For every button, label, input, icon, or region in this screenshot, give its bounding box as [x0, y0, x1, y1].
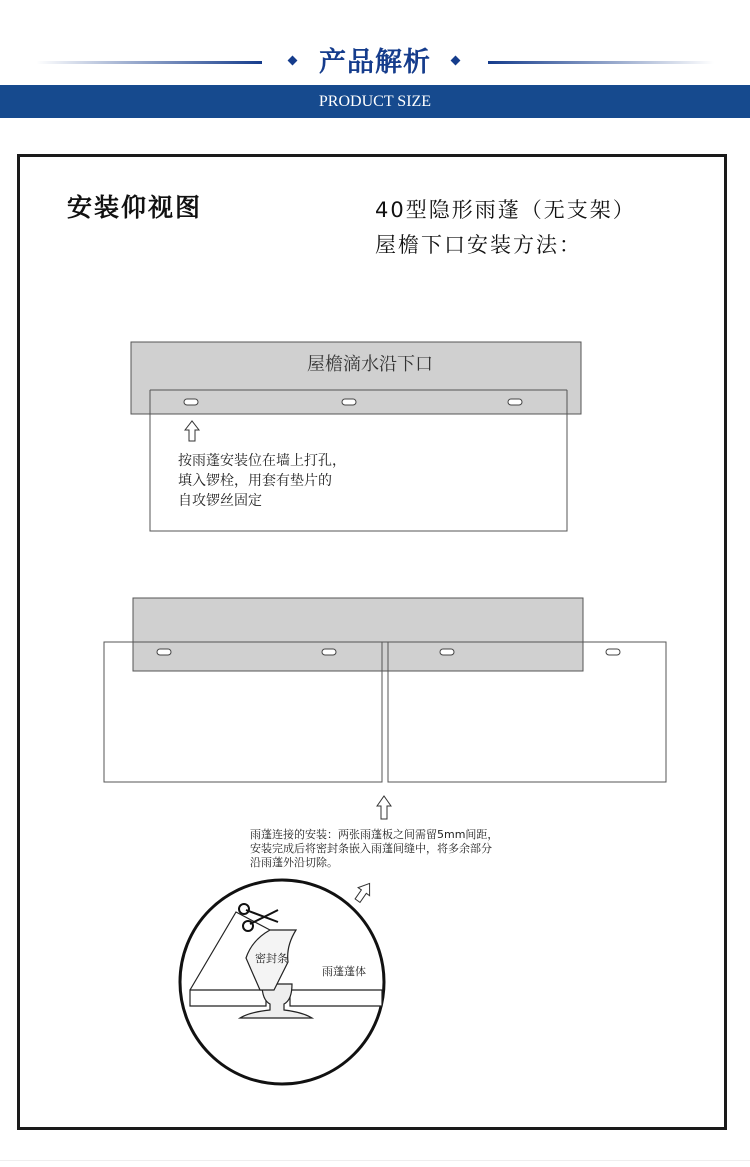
mounting-slot: [322, 649, 336, 655]
mounting-slot: [606, 649, 620, 655]
mounting-slot: [184, 399, 198, 405]
up-arrow-icon: [352, 879, 376, 904]
mounting-slot: [508, 399, 522, 405]
page-subtitle: PRODUCT SIZE: [318, 93, 432, 110]
joint-note-line: 沿雨蓬外沿切除。: [250, 856, 338, 869]
eave-label: 屋檐滴水沿下口: [307, 354, 433, 375]
bottom-divider: [0, 1160, 750, 1161]
mounting-slot: [157, 649, 171, 655]
joint-note-line: 安装完成后将密封条嵌入雨蓬间缝中，将多余部分: [250, 842, 492, 855]
eave-drip-edge: [133, 598, 583, 671]
detail-magnifier: [180, 880, 384, 1084]
up-arrow-icon: [377, 796, 391, 819]
install-note-line: 按雨蓬安装位在墙上打孔，: [178, 453, 346, 469]
joint-note-line: 雨蓬连接的安装：两张雨蓬板之间需留5mm间距，: [250, 828, 499, 841]
method-heading-line2: 屋檐下口安装方法：: [375, 233, 582, 257]
mounting-slot: [342, 399, 356, 405]
install-note-line: 自攻锣丝固定: [178, 493, 262, 509]
install-note-line: 填入锣栓，用套有垫片的: [178, 473, 332, 489]
mounting-slot: [440, 649, 454, 655]
seal-strip-label: 密封条: [255, 952, 288, 965]
page-title: 产品解析: [319, 47, 431, 78]
diagram-heading: 安装仰视图: [67, 193, 203, 222]
method-heading-line1: 40型隐形雨蓬（无支架）: [375, 198, 636, 222]
canopy-body-label: 雨蓬蓬体: [322, 965, 366, 978]
